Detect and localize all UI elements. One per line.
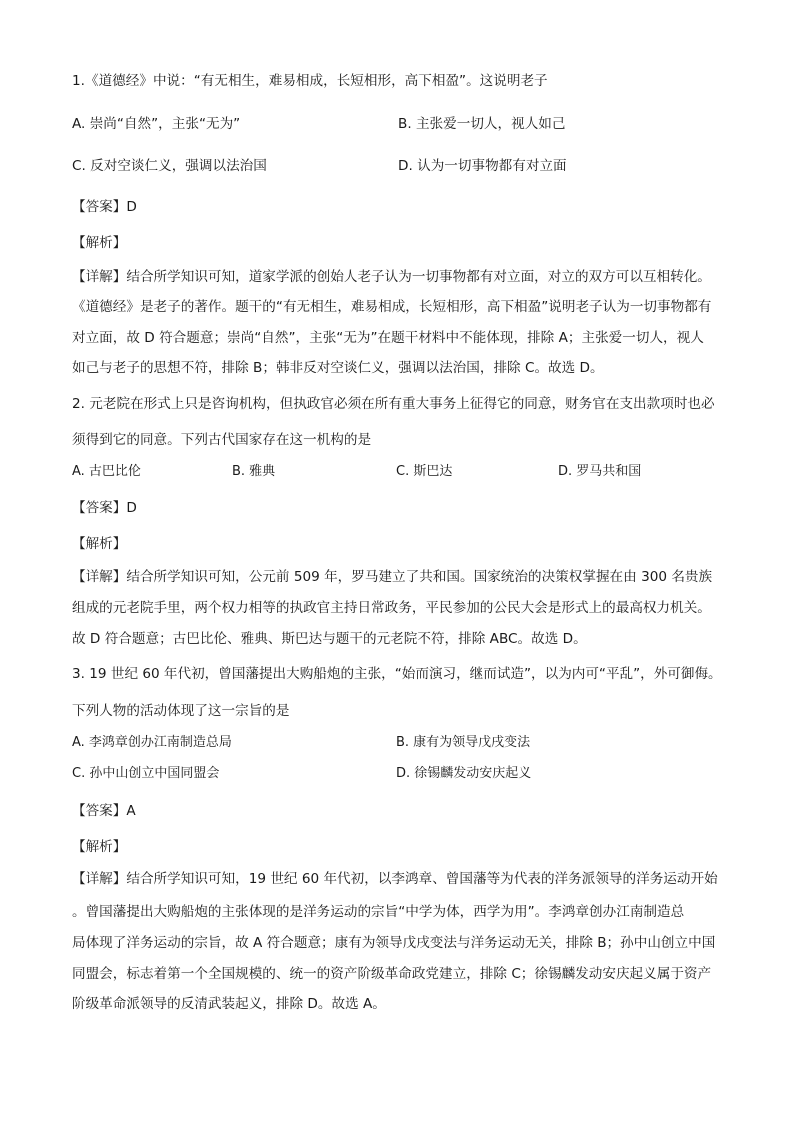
q2-option-a: A. 古巴比伦 (72, 464, 141, 479)
q2-option-d: D. 罗马共和国 (558, 464, 642, 479)
q2-detail-line-1: 【详解】结合所学知识可知，公元前 509 年，罗马建立了共和国。国家统治的决策权掌握在由 300 名贵族 (72, 569, 713, 585)
q2-answer (72, 499, 137, 517)
q2-detail-line-3: 故 D 符合题意；古巴比伦、雅典、斯巴达与题干的元老院不符，排除 ABC。故选 D。 (72, 631, 587, 647)
q3-stem-line-1: 3. 19 世纪 60 年代初，曾国藩提出大购船炮的主张，“始而演习，继而试造”，以为内可“平乱”，外可御侮。 (72, 666, 722, 682)
q3-detail-line-3: 局体现了洋务运动的宗旨，故 A 符合题意；康有为领导戊戌变法与洋务运动无关，排除 B；孙中山创立中国 (72, 935, 716, 951)
q3-option-a: A. 李鸿章创办江南制造总局 (72, 735, 232, 750)
q3-analysis-label: 【解析】 (72, 839, 127, 855)
q2-option-c: C. 斯巴达 (396, 464, 453, 479)
q2-option-b: B. 雅典 (232, 464, 276, 479)
q3-option-d: D. 徐锡麟发动安庆起义 (396, 766, 532, 781)
q3-detail-line-4: 同盟会，标志着第一个全国规模的、统一的资产阶级革命政党建立，排除 C；徐锡麟发动安庆起义属于资产 (72, 966, 712, 982)
q1-detail-line-1: 【详解】结合所学知识可知，道家学派的创始人老子认为一切事物都有对立面，对立的双方可以互相转化。 (72, 269, 711, 285)
q1-detail-line-4: 如己与老子的思想不符，排除 B；韩非反对空谈仁义，强调以法治国，排除 C。故选 D。 (72, 360, 604, 376)
q1-detail-line-2: 《道德经》是老子的著作。题干的“有无相生，难易相成，长短相形，高下相盈”说明老子认为一切事物都有 (72, 299, 712, 315)
q3-option-b: B. 康有为领导戊戌变法 (396, 735, 531, 750)
q2-detail-line-2: 组成的元老院手里，两个权力相等的执政官主持日常政务，平民参加的公民大会是形式上的最高权力机关。 (72, 600, 711, 616)
q3-answer-value: A (126, 803, 136, 819)
q2-analysis-label: 【解析】 (72, 536, 127, 552)
q1-answer-value: D (126, 199, 137, 215)
q3-detail-line-5: 阶级革命派领导的反清武装起义，排除 D。故选 A。 (72, 996, 386, 1012)
q2-stem-line-1: 2. 元老院在形式上只是咨询机构，但执政官必须在所有重大事务上征得它的同意，财务官在支出款项时也必 (72, 396, 715, 412)
q3-answer-label: 【答案】 (72, 803, 127, 819)
q1-option-d: D. 认为一切事物都有对立面 (398, 158, 567, 174)
q2-stem-line-2: 须得到它的同意。下列古代国家存在这一机构的是 (72, 432, 372, 448)
q3-answer (72, 802, 136, 820)
q1-option-b: B. 主张爱一切人，视人如己 (398, 116, 566, 132)
q3-detail-line-2: 。曾国藩提出大购船炮的主张体现的是洋务运动的宗旨“中学为体，西学为用”。李鸿章创办江南制造总 (72, 904, 685, 920)
q1-answer-label: 【答案】 (72, 199, 127, 215)
q2-answer-value: D (126, 500, 137, 516)
q3-option-c: C. 孙中山创立中国同盟会 (72, 766, 220, 781)
q1-analysis-label: 【解析】 (72, 235, 127, 251)
q1-answer (72, 198, 137, 216)
q1-option-c: C. 反对空谈仁义，强调以法治国 (72, 158, 267, 174)
q1-stem: 1.《道德经》中说：“有无相生，难易相成，长短相形，高下相盈”。这说明老子 (72, 73, 548, 89)
q3-stem-line-2: 下列人物的活动体现了这一宗旨的是 (72, 703, 290, 719)
q2-answer-label: 【答案】 (72, 500, 127, 516)
q1-detail-line-3: 对立面，故 D 符合题意；崇尚“自然”，主张“无为”在题干材料中不能体现，排除 A；主张爱一切人，视人 (72, 330, 704, 346)
q1-option-a: A. 崇尚“自然”，主张“无为” (72, 116, 241, 132)
q3-detail-line-1: 【详解】结合所学知识可知，19 世纪 60 年代初，以李鸿章、曾国藩等为代表的洋务派领导的洋务运动开始 (72, 871, 718, 887)
